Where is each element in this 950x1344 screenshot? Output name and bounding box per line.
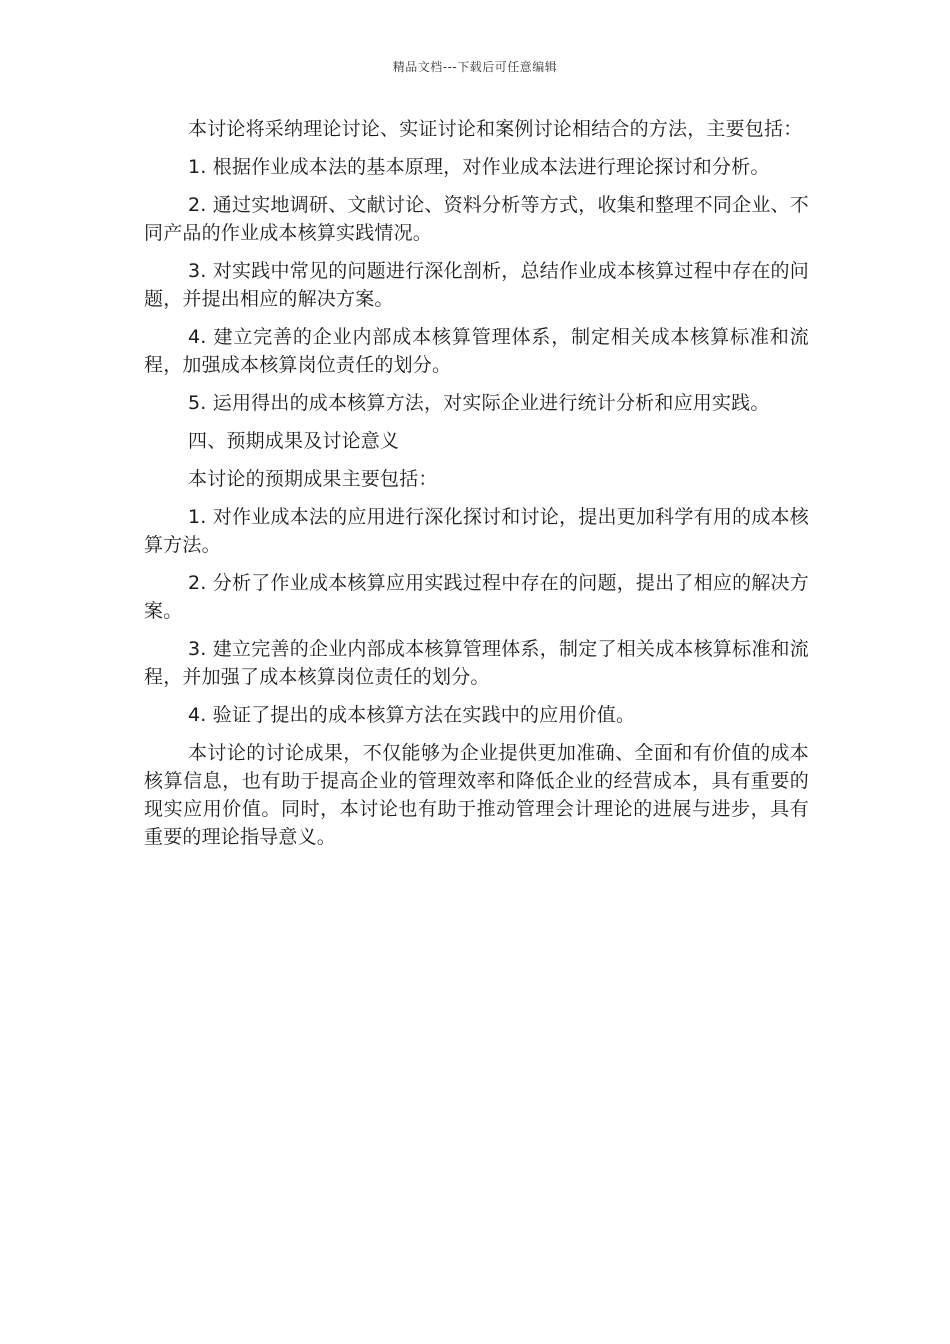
paragraph-significance: 本讨论的讨论成果，不仅能够为企业提供更加准确、全面和有价值的成本核算信息，也有助于提高企业的管理效率和降低企业的经营成本，具有重要的现实应用价值。同时，本讨论也有助于推动管理会计理论的进展与进步，具有重要的理论指导意义。 — [144, 742, 809, 848]
paragraph-outcome-3: 3. 建立完善的企业内部成本核算管理体系，制定了相关成本核算标准和流程，并加强了成本核算岗位责任的划分。 — [144, 638, 809, 688]
paragraph-outcome-4: 4. 验证了提出的成本核算方法在实践中的应用价值。 — [188, 704, 636, 726]
document-body — [144, 115, 809, 861]
paragraph-outcomes-intro: 本讨论的预期成果主要包括： — [188, 468, 438, 490]
paragraph-method-3: 3. 对实践中常见的问题进行深化剖析，总结作业成本核算过程中存在的问题，并提出相应的解决方案。 — [144, 260, 809, 310]
paragraph-method-2: 2. 通过实地调研、文献讨论、资料分析等方式，收集和整理不同企业、不同产品的作业成本核算实践情况。 — [144, 194, 809, 244]
paragraph-method-4: 4. 建立完善的企业内部成本核算管理体系，制定相关成本核算标准和流程，加强成本核算岗位责任的划分。 — [144, 326, 809, 376]
paragraph-method-5: 5. 运用得出的成本核算方法，对实际企业进行统计分析和应用实践。 — [188, 392, 770, 414]
paragraph-outcome-2: 2. 分析了作业成本核算应用实践过程中存在的问题，提出了相应的解决方案。 — [144, 572, 809, 622]
section-heading: 四、预期成果及讨论意义 — [188, 430, 400, 452]
paragraph-method-intro: 本讨论将采纳理论讨论、实证讨论和案例讨论相结合的方法，主要包括： — [188, 118, 803, 140]
paragraph-method-1: 1. 根据作业成本法的基本原理，对作业成本法进行理论探讨和分析。 — [188, 156, 770, 178]
paragraph-outcome-1: 1. 对作业成本法的应用进行深化探讨和讨论，提出更加科学有用的成本核算方法。 — [144, 506, 809, 556]
page-header: 精品文档---下载后可任意编辑 — [392, 60, 558, 74]
